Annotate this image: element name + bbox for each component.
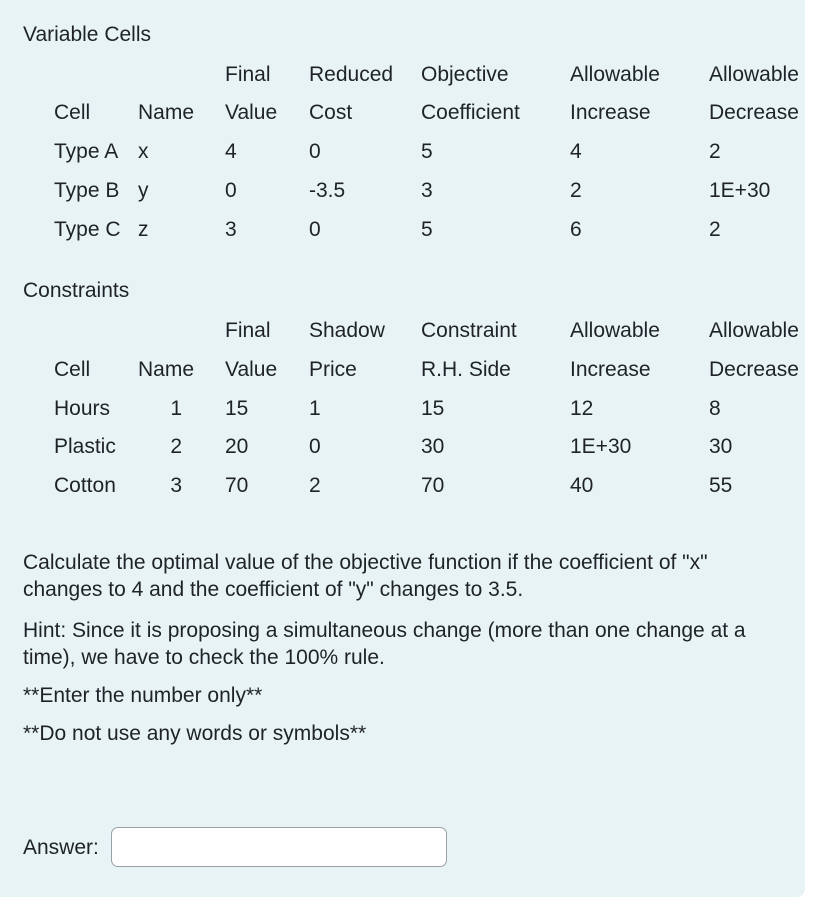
vc-row-name: y bbox=[138, 179, 149, 202]
question-text bbox=[23, 549, 783, 603]
vc-header-increase: Increase bbox=[570, 101, 651, 124]
c-row-name: 1 bbox=[170, 397, 182, 420]
vc-header-final: Final bbox=[225, 63, 271, 86]
vc-row-allowable-dec: 2 bbox=[709, 140, 721, 163]
vc-row-cell: Type B bbox=[54, 179, 120, 202]
vc-row-allowable-inc: 6 bbox=[570, 218, 582, 241]
c-row-final-value: 20 bbox=[225, 435, 249, 458]
c-row-allowable-dec: 55 bbox=[709, 474, 733, 497]
vc-row-allowable-dec: 1E+30 bbox=[709, 179, 771, 202]
variable-cells-title: Variable Cells bbox=[23, 23, 151, 46]
vc-row-final-value: 3 bbox=[225, 218, 237, 241]
note-no-words: **Do not use any words or symbols** bbox=[23, 722, 367, 745]
vc-row-reduced-cost: 0 bbox=[309, 140, 321, 163]
c-header-rh-side: R.H. Side bbox=[421, 358, 511, 381]
c-row-final-value: 70 bbox=[225, 474, 249, 497]
c-row-cell: Hours bbox=[54, 397, 111, 420]
vc-row-final-value: 4 bbox=[225, 140, 237, 163]
c-row-allowable-inc: 1E+30 bbox=[570, 435, 632, 458]
vc-row-cell: Type C bbox=[54, 218, 121, 241]
c-row-allowable-inc: 40 bbox=[570, 474, 594, 497]
vc-row-name: x bbox=[138, 140, 149, 163]
answer-input[interactable] bbox=[111, 827, 447, 867]
c-row-shadow-price: 1 bbox=[309, 397, 321, 420]
vc-row-objective-coef: 5 bbox=[421, 218, 433, 241]
vc-row-final-value: 0 bbox=[225, 179, 237, 202]
c-row-rh-side: 15 bbox=[421, 397, 445, 420]
note-number-only: **Enter the number only** bbox=[23, 684, 263, 707]
vc-header-allowable-inc: Allowable bbox=[570, 63, 660, 86]
question-body: Calculate the optimal value of the objective function if the coefficient of "x" changes to 4 and the coefficient of "y" changes to 3.5. bbox=[23, 551, 708, 601]
c-row-final-value: 15 bbox=[225, 397, 249, 420]
c-row-rh-side: 30 bbox=[421, 435, 445, 458]
vc-row-allowable-inc: 4 bbox=[570, 140, 582, 163]
vc-row-allowable-dec: 2 bbox=[709, 218, 721, 241]
vc-header-objective: Objective bbox=[421, 63, 509, 86]
vc-header-coefficient: Coefficient bbox=[421, 101, 520, 124]
vc-header-decrease: Decrease bbox=[709, 101, 799, 124]
c-header-increase: Increase bbox=[570, 358, 651, 381]
hint-block bbox=[23, 617, 783, 671]
vc-header-cost: Cost bbox=[309, 101, 353, 124]
c-row-allowable-inc: 12 bbox=[570, 397, 594, 420]
c-header-price: Price bbox=[309, 358, 357, 381]
vc-header-name: Name bbox=[138, 101, 195, 124]
c-header-decrease: Decrease bbox=[709, 358, 799, 381]
vc-row-objective-coef: 3 bbox=[421, 179, 433, 202]
c-header-allowable-inc: Allowable bbox=[570, 319, 660, 342]
vc-header-value: Value bbox=[225, 101, 278, 124]
c-header-constraint: Constraint bbox=[421, 319, 517, 342]
c-row-cell: Plastic bbox=[54, 435, 116, 458]
c-header-name: Name bbox=[138, 358, 195, 381]
vc-header-reduced: Reduced bbox=[309, 63, 394, 86]
c-row-shadow-price: 2 bbox=[309, 474, 321, 497]
c-row-cell: Cotton bbox=[54, 474, 116, 497]
vc-row-name: z bbox=[138, 218, 149, 241]
answer-label: Answer: bbox=[23, 836, 99, 859]
vc-row-cell: Type A bbox=[54, 140, 119, 163]
vc-row-objective-coef: 5 bbox=[421, 140, 433, 163]
c-header-shadow: Shadow bbox=[309, 319, 385, 342]
c-row-allowable-dec: 30 bbox=[709, 435, 733, 458]
constraints-title: Constraints bbox=[23, 279, 130, 302]
c-header-cell: Cell bbox=[54, 358, 91, 381]
c-row-allowable-dec: 8 bbox=[709, 397, 721, 420]
vc-header-allowable-dec: Allowable bbox=[709, 63, 799, 86]
vc-row-reduced-cost: 0 bbox=[309, 218, 321, 241]
vc-header-cell: Cell bbox=[54, 101, 91, 124]
c-row-name: 3 bbox=[170, 474, 182, 497]
vc-row-allowable-inc: 2 bbox=[570, 179, 582, 202]
c-header-final: Final bbox=[225, 319, 271, 342]
c-row-shadow-price: 0 bbox=[309, 435, 321, 458]
vc-row-reduced-cost: -3.5 bbox=[309, 179, 346, 202]
c-row-rh-side: 70 bbox=[421, 474, 445, 497]
hint-text: Hint: Since it is proposing a simultaneous change (more than one change at a time), we have to check the 100% rule. bbox=[23, 619, 746, 669]
c-header-allowable-dec: Allowable bbox=[709, 319, 799, 342]
c-header-value: Value bbox=[225, 358, 278, 381]
c-row-name: 2 bbox=[170, 435, 182, 458]
